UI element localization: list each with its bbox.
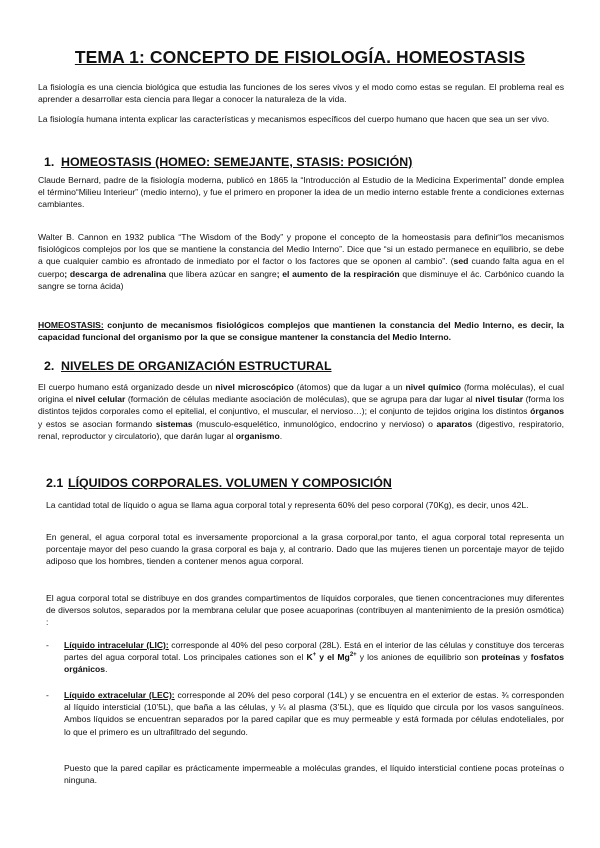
levels-bold-sistemas: sistemas: [155, 418, 193, 429]
lic-text-3: y: [520, 652, 531, 663]
section-2-1-title: LÍQUIDOS CORPORALES. VOLUMEN Y COMPOSICIÓN: [68, 476, 392, 490]
levels-text-1: El cuerpo humano está organizado desde un: [38, 382, 216, 392]
lic-text-2: y los aniones de equilibrio son: [356, 652, 482, 663]
lic-bold-proteinas: proteínas: [481, 652, 521, 663]
levels-bold-organismo: organismo: [235, 430, 280, 441]
cannon-text-d: que libera azúcar en sangre: [166, 268, 277, 279]
page-title: TEMA 1: CONCEPTO DE FISIOLOGÍA. HOMEOSTASIS: [74, 47, 526, 67]
levels-text-8: (digestivo, respiratorio, renal, reproductor y circulatorio), que darán lugar al: [38, 418, 564, 441]
levels-text-5: (forma los distintos tejidos corporales como el epitelial, el conjuntivo, el muscular, el nervioso…); el conjunto de tejidos origina los distintos: [38, 394, 564, 417]
lic-term: Líquido intracelular (LIC):: [64, 640, 169, 650]
section-1-title: HOMEOSTASIS (HOMEO: SEMEJANTE, STASIS: POSICIÓN): [61, 155, 413, 169]
lic-and: y el: [316, 652, 338, 663]
lic-magnesium-charge: 2+: [349, 652, 357, 659]
levels-bold-organos: órganos: [530, 406, 564, 417]
section-2-title: NIVELES DE ORGANIZACIÓN ESTRUCTURAL: [61, 359, 332, 373]
levels-bold-quimico: nivel químico: [405, 382, 461, 392]
levels-text-6: y estos se asocian formando: [38, 418, 156, 429]
capillary-paragraph: Puesto que la pared capilar es prácticamente impermeable a moléculas grandes, el líquido intersticial contiene pocas proteínas o ninguna.: [64, 763, 564, 786]
lic-potassium: K: [306, 652, 313, 663]
lic-text-1: corresponde al 40% del peso corporal (28L). Está en el interior de las células y constituye dos terceras partes del agua corporal total. Los principales cationes son el: [64, 640, 564, 663]
levels-bold-microscopico: nivel microscópico: [215, 382, 294, 392]
lec-text-1: corresponde al 20% del peso corporal (14L) y se encuentra en el exterior de estas. ¾ corresponden al líquido intersticial (10’5L), que baña a las células, y ¼ al plasma (3’5L), que es líquido que circula por los vasos sanguíneos. Ambos líquidos se encuentran separados por la pared capilar que es muy permeable y está formada por células endoteliales, por lo que el primero es un ultrafiltrado del segundo.: [64, 690, 564, 737]
section-1-heading: [44, 155, 412, 169]
levels-paragraph: [38, 381, 564, 442]
section-2-1-number: 2.1: [46, 476, 64, 490]
water-fat-paragraph: En general, el agua corporal total es inversamente proporcional a la grasa corporal,por tanto, el agua corporal total representa un porcentaje mayor del peso cuando la grasa corporal es baja y, al contrario. Dado que las mujeres tienen un porcentaje mayor de tejido adiposo que los hombres, tienden a contener menos agua corporal.: [46, 532, 564, 567]
lic-magnesium: Mg: [337, 652, 350, 663]
cannon-paragraph: [38, 231, 564, 292]
section-2-number: 2.: [44, 359, 55, 373]
cannon-text-a: Walter B. Cannon en 1932 publica “The Wisdom of the Body” y propone el concepto de la homeostasis para definir“los mecanismos fisiológicos complejos por los que se mantiene la constancia del Medio Interno”. Dice que “si un estado permanece en equilibrio, se debe a que cualquier cambio es afrontado de inmediato por el factor o los factores que se oponen al cambio”. (: [38, 232, 564, 267]
lec-list-item: [46, 689, 564, 738]
levels-bold-celular: nivel celular: [75, 394, 126, 405]
lec-bullet: -: [46, 690, 49, 700]
levels-text-7: (musculo-esquelético, inmunológico, endocrino y nervioso) o: [192, 418, 437, 429]
levels-text-4: (formación de células mediante asociación de moléculas), que se agrupa para dar lugar al: [125, 394, 476, 405]
homeostasis-term: HOMEOSTASIS:: [38, 320, 104, 330]
water-total-paragraph: La cantidad total de líquido o agua se llama agua corporal total y representa 60% del peso corporal (70Kg), es decir, unos 42L.: [46, 500, 529, 510]
section-1-number: 1.: [44, 155, 55, 169]
intro-paragraph-2: La fisiología humana intenta explicar las características y mecanismos específicos del cuerpo humano que hacen que sea un ser vivo.: [38, 114, 550, 124]
compartments-paragraph: El agua corporal total se distribuye en dos grandes compartimentos de líquidos corporales, que tienen concentraciones muy diferentes de diversos solutos, separados por la membrana celular que posee acuaporinas (contribuyen al mantenimiento de la presión osmótica) :: [46, 593, 564, 628]
cannon-text-c: cuando falta agua en el cuerpo: [38, 256, 564, 279]
bernard-paragraph: Claude Bernard, padre de la fisiología moderna, publicó en 1865 la “Introducción al Estudio de la Medicina Experimental” donde emplea el término“Milieu Interieur” (medio interno), y fue el primero en proponer la idea de un medio interno estable frente a condiciones externas cambiantes.: [38, 175, 564, 210]
lic-list-item: [46, 639, 565, 676]
intro-paragraph-1: La fisiología es una ciencia biológica que estudia las funciones de los seres vivos y el modo como estas se regulan. El problema real es aprender a desarrollar esta ciencia para llegar a conocer la naturaleza de la vida.: [38, 82, 564, 105]
lic-bullet: -: [46, 640, 49, 650]
homeostasis-definition: [38, 319, 564, 343]
section-2-1-heading: [46, 476, 392, 490]
lic-bold-fosfatos: fosfatos orgánicos: [64, 652, 565, 675]
cannon-text-e: que disminuye el ác. Carbónico cuando la sangre se torna ácida): [38, 268, 564, 291]
lec-term: Líquido extracelular (LEC):: [64, 690, 175, 700]
homeostasis-definition-text: conjunto de mecanismos fisiológicos complejos que mantienen la constancia del Medio Interno, es decir, la capacidad funcional del organismo por la que se consigue mantener la constancia del Medio Interno.: [38, 320, 564, 343]
section-2-heading: [44, 359, 332, 373]
levels-text-2: (átomos) que da lugar a un: [293, 382, 406, 392]
levels-bold-tisular: nivel tisular: [475, 394, 524, 405]
levels-text-9: .: [279, 430, 283, 441]
levels-bold-aparatos: aparatos: [436, 418, 473, 429]
lic-potassium-charge: +: [312, 652, 317, 659]
levels-text-3: (forma moléculas), el cual origina el: [38, 382, 564, 405]
lic-text-4: .: [105, 664, 108, 675]
cannon-bold-sed: sed: [453, 256, 469, 267]
cannon-bold-adrenalina: ; descarga de adrenalina: [64, 268, 167, 279]
cannon-bold-respiracion: ; el aumento de la respiración: [276, 268, 400, 279]
